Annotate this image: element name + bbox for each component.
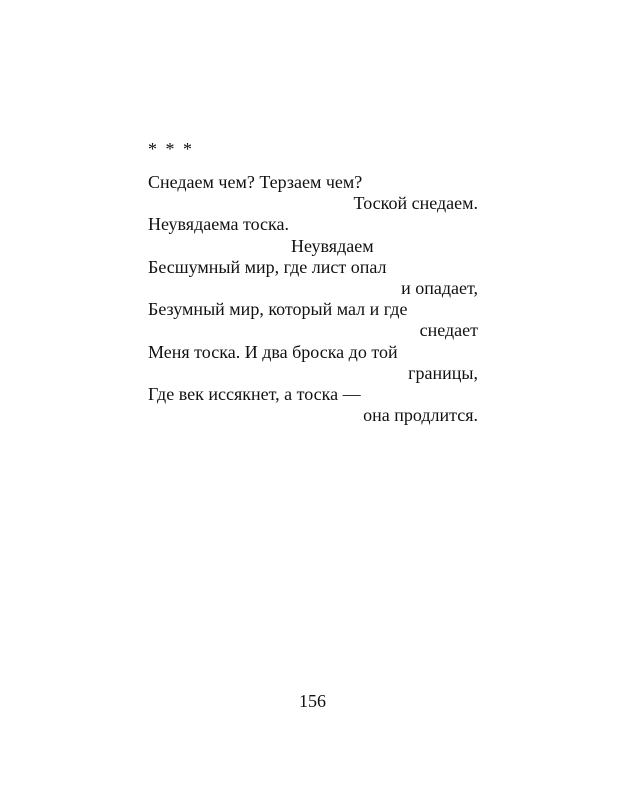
poem-line: снедает — [419, 320, 478, 341]
poem-line: она продлится. — [363, 405, 478, 426]
poem-line: и опадает, — [401, 277, 478, 298]
poem-line: Неувядаем — [291, 235, 374, 256]
poem-line: Бесшумный мир, где лист опал — [148, 256, 387, 277]
poem-body — [148, 172, 478, 426]
poem-line: Неувядаема тоска. — [148, 214, 290, 235]
poem-line: Снедаем чем? Терзаем чем? — [148, 172, 363, 192]
poem-line: границы, — [408, 362, 478, 383]
poem-line: Безумный мир, который мал и где — [148, 299, 408, 320]
poem-line: Тоской снедаем. — [353, 193, 478, 214]
poem-line: Где век иссякнет, а тоска — — [148, 383, 361, 404]
poem-line: Меня тоска. И два броска до той — [148, 341, 398, 362]
section-separator: * * * — [148, 139, 194, 159]
page-number: 156 — [299, 691, 326, 711]
